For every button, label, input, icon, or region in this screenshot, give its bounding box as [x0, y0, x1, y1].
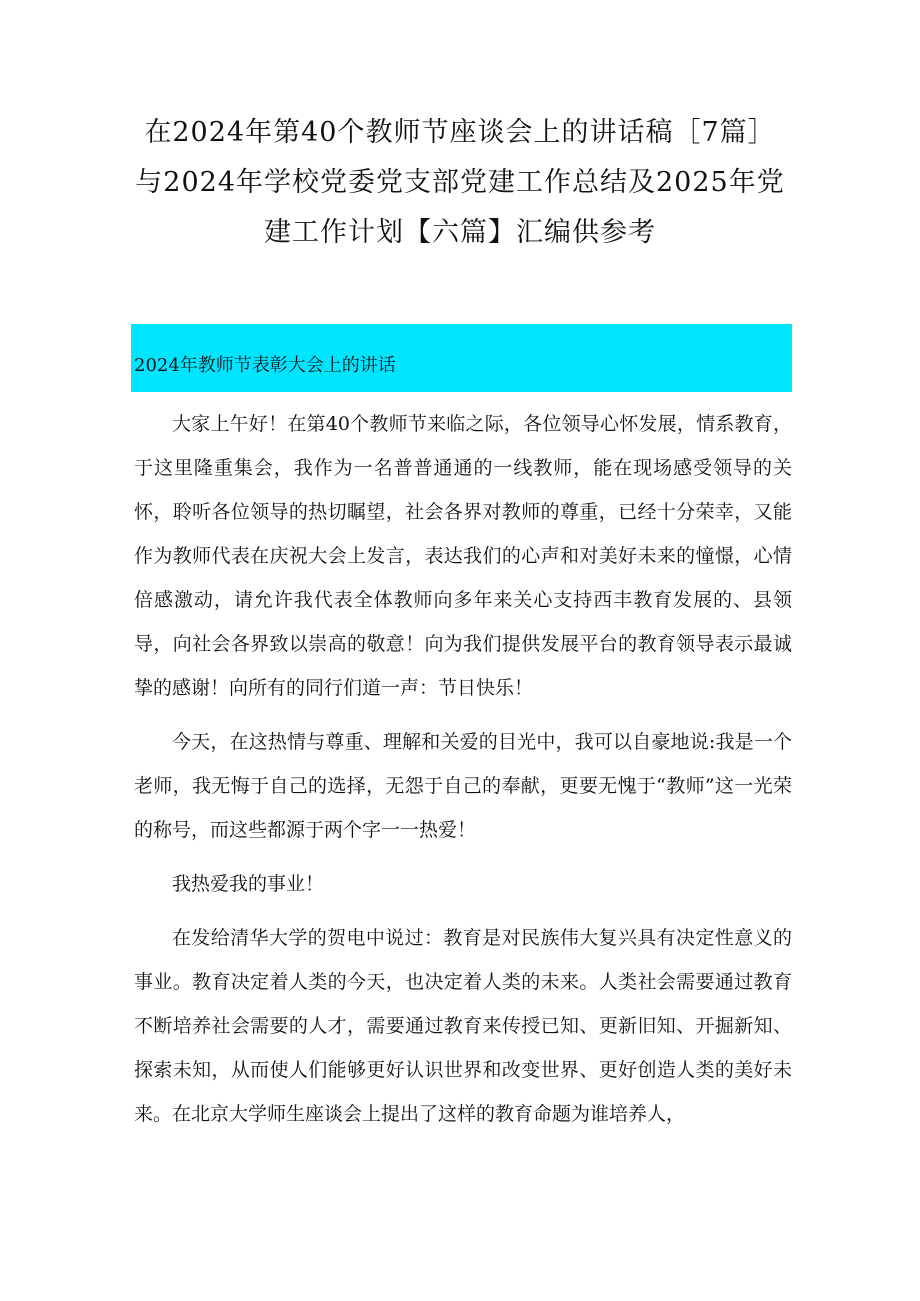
section-heading: 2024年教师节表彰大会上的讲话: [134, 355, 396, 376]
paragraph-greeting: 大家上午好！在第40个教师节来临之际，各位领导心怀发展，情系教育，于这里隆重集会，我作为一名普普通通的一线教师，能在现场感受领导的关怀，聆听各位领导的热切瞩望，社会各界对教师的尊重，已经十分荣幸，又能作为教师代表在庆祝大会上发言，表达我们的心声和对美好未来的憧憬，心情倍感激动，请允许我代表全体教师向多年来关心支持西丰教育发展的、县领导，向社会各界致以崇高的敬意！向为我们提供发展平台的教育领导表示最诚挚的感谢！向所有的同行们道一声：节日快乐！: [134, 413, 792, 699]
section-heading-banner: [131, 324, 792, 392]
body-text: [134, 402, 792, 1146]
title-line-1: 在2024年第40个教师节座谈会上的讲话稿［7篇］: [144, 117, 776, 148]
paragraph-love-career: 我热爱我的事业！: [172, 873, 325, 895]
paragraph-education-mission: 在发给清华大学的贺电中说过：教育是对民族伟大复兴具有决定性意义的事业。教育决定着人类的今天，也决定着人类的未来。人类社会需要通过教育不断培养社会需要的人才，需要通过教育来传授已知、更新旧知、开掘新知、探索未知，从而使人们能够更好认识世界和改变世界、更好创造人类的美好未来。在北京大学师生座谈会上提出了这样的教育命题为谁培养人，: [134, 927, 792, 1125]
title-line-3: 建工作计划【六篇】汇编供参考: [264, 217, 656, 248]
title-line-2: 与2024年学校党委党支部党建工作总结及2025年党: [135, 167, 785, 198]
document-title: [120, 108, 800, 258]
paragraph-pride: 今天，在这热情与尊重、理解和关爱的目光中，我可以自豪地说:我是一个老师，我无悔于自己的选择，无怨于自己的奉献，更要无愧于“教师”这一光荣的称号，而这些都源于两个字一一热爱！: [134, 731, 792, 841]
